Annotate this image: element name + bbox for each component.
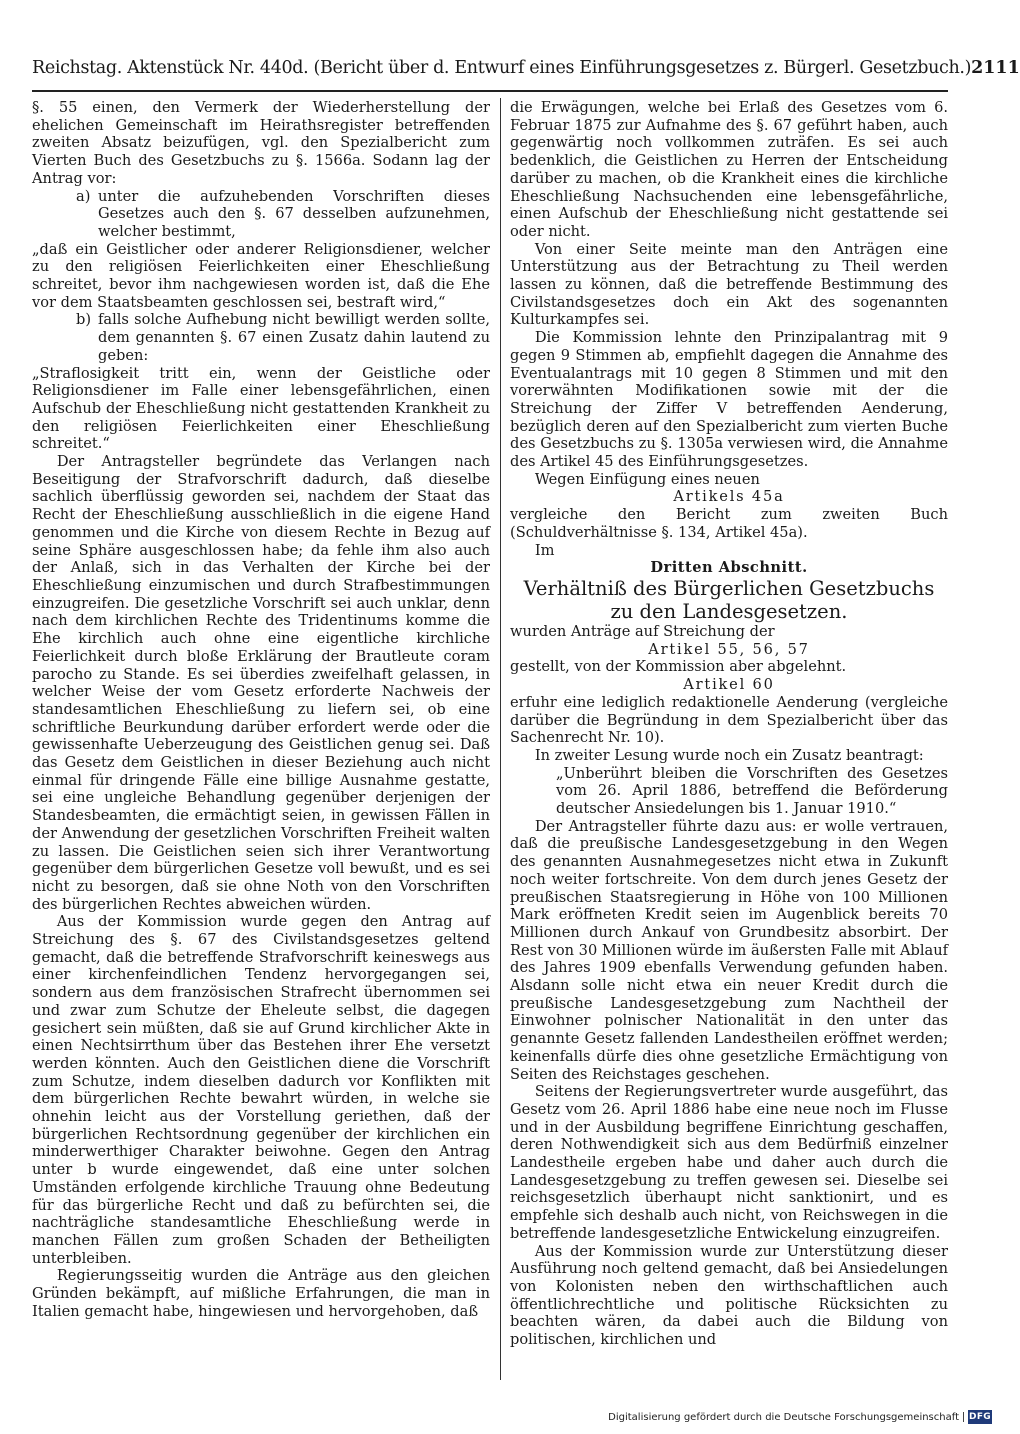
paragraph: §. 55 einen, den Vermerk der Wiederherstellung der ehelichen Gemeinschaft im Heirathsregister betreffenden zweiten Absatz beizufügen, vgl. den Spezialbericht zum Vierten Buch des Gesetzbuchs zu §. 1566a. Sodann lag der Antrag vor:: [32, 99, 490, 187]
paragraph: Wegen Einfügung eines neuen: [534, 470, 760, 488]
list-item-b: [32, 311, 490, 364]
section-subtitle: Verhältniß des Bürgerlichen Gesetzbuchs zu den Landesgesetzen.: [523, 576, 935, 623]
running-title: Reichstag. Aktenstück Nr. 440d. (Bericht über d. Entwurf eines Einführungsgesetzes z. Bürgerl. Gesetzbuch.): [32, 58, 972, 78]
column-divider: [500, 98, 501, 1380]
paragraph: Im: [534, 541, 555, 559]
paragraph: gestellt, von der Kommission aber abgelehnt.: [510, 658, 847, 676]
paragraph: Der Antragsteller begründete das Verlangen nach Beseitigung der Strafvorschrift dadurch, daß dieselbe sachlich überflüssig geworden sei, nachdem der Staat das Recht der Eheschließung ausschließlich in die eigene Hand genommen und die Kirche von diesem Rechte in Bezug auf seine Sphäre ausgeschlossen habe; da fehle ihm also auch der Anlaß, sich in das Verhalten der Kirche bei der Eheschließung einzumischen und durch Strafbestimmungen einzugreifen. Die gesetzliche Vorschrift sei auch unklar, denn nach dem kirchlichen Rechte des Tridentinums komme die Ehe kirchlich auch ohne eine eigentliche kirchliche Feierlichkeit durch bloße Erklärung der Brautleute coram parocho zu Stande. Es sei überdies zweifelhaft gelassen, in welcher Weise der vom Gesetz erforderte Nachweis der standesamtlichen Eheschließung zu liefern sei, ob eine schriftliche Beurkundung darüber erfordert werde oder die gewissenhafte Ueberzeugung des Geistlichen genug sei. Daß das Gesetz dem Geistlichen in dieser Beziehung auch nicht einmal für dringende Fälle eine billige Ausnahme gestatte, sei eine ungleiche Behandlung gegenüber derjenigen der Standesbeamten, die ermächtigt seien, in gewissen Fällen in der Anwendung der gesetzlichen Vorschriften Freiheit walten zu lassen. Die Geistlichen seien sich ihrer Verantwortung gegenüber dem bürgerlichen Gesetze voll bewußt, und es sei nicht zu besorgen, daß sie ohne Noth von den Vorschriften des bürgerlichen Rechtes abweichen würden.: [32, 453, 490, 913]
quote: „Straflosigkeit tritt ein, wenn der Geistliche oder Religionsdiener im Falle einer lebensgefährlichen, einen Aufschub der Eheschließung nicht gestattenden Krankheit zu den religiösen Feierlichkeiten einer Eheschließung schreitet.“: [32, 364, 490, 453]
section-title: Dritten Abschnitt.: [650, 559, 808, 577]
paragraph: wurden Anträge auf Streichung der: [510, 622, 775, 640]
article-heading: Artikel 60: [683, 676, 775, 694]
footer-text: Digitalisierung gefördert durch die Deutsche Forschungsgemeinschaft: [608, 1411, 959, 1423]
article-heading: Artikel 55, 56, 57: [648, 640, 810, 658]
paragraph: Der Antragsteller führte dazu aus: er wolle vertrauen, daß die preußische Landesgesetzgebung in den Wegen des genannten Ausnahmegesetzes nicht etwa in Zukunft noch weiter fortschreite. Von dem durch jenes Gesetz der preußischen Staatsregierung in Höhe von 100 Millionen Mark eröffneten Kredit seien im Augenblick bereits 70 Millionen durch Ankauf von Grundbesitz absorbirt. Der Rest von 30 Millionen würde im äußersten Falle mit Ablauf des Jahres 1909 ebenfalls Verwendung gefunden haben. Alsdann solle nicht etwa ein neuer Kredit durch die preußische Landesgesetzgebung zum Nachtheil der Einwohner polnischer Nationalität in den unter das genannte Gesetz fallenden Landestheilen eröffnet werden; keinenfalls dürfe dies ohne gesetzliche Ermächtigung von Seiten des Reichstages geschehen.: [510, 817, 948, 1083]
page-number: 2111: [971, 58, 1020, 78]
page-header: [32, 58, 1020, 88]
footer: [608, 1408, 992, 1426]
list-label: b): [76, 311, 92, 329]
paragraph: vergleiche den Bericht zum zweiten Buch (Schuldverhältnisse §. 134, Artikel 45a).: [510, 506, 948, 541]
paragraph: Seitens der Regierungsvertreter wurde ausgeführt, das Gesetz vom 26. April 1886 habe eine neue noch im Flusse und in der Ausbildung begriffene Einrichtung geschaffen, deren Nothwendigkeit sich aus dem Bedürfniß einzelner Landestheile ergeben habe und daher auch durch die Landesgesetzgebung zu treffen gewesen sei. Dieselbe sei reichsgesetzlich überhaupt nicht sanktionirt, und es empfehle sich deshalb auch nicht, von Reichswegen in die betreffende landesgesetzliche Entwickelung einzugreifen.: [510, 1083, 948, 1242]
paragraph: Regierungsseitig wurden die Anträge aus den gleichen Gründen bekämpft, auf mißliche Erfahrungen, die man in Italien gemacht habe, hingewiesen und hervorgehoben, daß: [32, 1267, 490, 1320]
paragraph: Aus der Kommission wurde zur Unterstützung dieser Ausführung noch geltend gemacht, daß bei Ansiedelungen von Kolonisten neben den wirthschaftlichen auch öffentlichrechtliche und politische Rücksichten zu beachten wären, da dabei auch die Bildung von politischen, kirchlichen und: [510, 1242, 948, 1349]
paragraph: In zweiter Lesung wurde noch ein Zusatz beantragt:: [534, 746, 924, 764]
right-column: [510, 99, 948, 1389]
quote: „Unberührt bleiben die Vorschriften des Gesetzes vom 26. April 1886, betreffend die Beförderung deutscher Ansiedelungen bis 1. Januar 1910.“: [556, 764, 948, 818]
paragraph: erfuhr eine lediglich redaktionelle Aenderung (vergleiche darüber die Begründung in dem Spezialbericht über das Sachenrecht Nr. 10).: [510, 693, 948, 747]
paragraph: Die Kommission lehnte den Prinzipalantrag mit 9 gegen 9 Stimmen ab, empfiehlt dagegen die Annahme des Eventualantrags mit 10 gegen 8 Stimmen und mit den vorerwähnten Modifikationen sowie mit der die Streichung der Ziffer V betreffenden Aenderung, bezüglich deren auf den Spezialbericht zum vierten Buche des Gesetzbuchs zu §. 1305a verwiesen wird, die Annahme des Artikel 45 des Einführungsgesetzes.: [510, 329, 948, 471]
paragraph: Von einer Seite meinte man den Anträgen eine Unterstützung aus der Betrachtung zu Theil werden lassen zu können, daß die betreffende Bestimmung des Civilstandsgesetzes doch ein Akt des sogenannten Kulturkampfes sei.: [510, 240, 948, 329]
left-column: [32, 99, 490, 1389]
article-heading: Artikels 45a: [673, 488, 785, 506]
list-text: unter die aufzuhebenden Vorschriften dieses Gesetzes auch den §. 67 desselben aufzunehmen, welcher bestimmt,: [98, 187, 490, 240]
list-item-a: [32, 188, 490, 241]
dfg-logo-icon: DFG: [969, 1412, 991, 1422]
paragraph: die Erwägungen, welche bei Erlaß des Gesetzes vom 6. Februar 1875 zur Aufnahme des §. 67 geführt haben, auch gegenwärtig noch vollkommen zuträfen. Es sei auch bedenklich, die Geistlichen zu Herren der Entscheidung darüber zu machen, ob die Krankheit eines die kirchliche Eheschließung Nachsuchenden eine lebensgefährliche, einen Aufschub der Eheschließung nicht gestattende sei oder nicht.: [510, 99, 948, 240]
quote: „daß ein Geistlicher oder anderer Religionsdiener, welcher zu den religiösen Feierlichkeiten einer Eheschließung schreitet, bevor ihm nachgewiesen worden ist, daß die Ehe vor dem Staatsbeamten geschlossen sei, bestraft wird,“: [32, 240, 490, 311]
paragraph: Aus der Kommission wurde gegen den Antrag auf Streichung des §. 67 des Civilstandsgesetzes geltend gemacht, daß die betreffende Strafvorschrift keineswegs aus einer kirchenfeindlichen Tendenz hervorgegangen sei, sondern aus dem französischen Strafrecht übernommen sei und zwar zum Schutze der Eheleute selbst, die dagegen gesichert sein müßten, daß sie auf Grund kirchlicher Akte in einen Nechtsirrthum über das Bestehen ihrer Ehe versetzt werden könnten. Auch den Geistlichen diene die Vorschrift zum Schutze, indem dieselben dadurch vor Konflikten mit dem bürgerlichen Rechte bewahrt würden, in welche sie ohnehin leicht aus der Vorstellung geriethen, daß der bürgerlichen Rechtsordnung gegenüber der kirchlichen ein minderwerthiger Charakter beiwohne. Gegen den Antrag unter b wurde eingewendet, daß eine unter solchen Umständen erfolgende kirchliche Trauung ohne Bedeutung für das bürgerliche Recht und daß zu befürchten sei, die nachträgliche standesamtliche Eheschließung werde in manchen Fällen zum großen Schaden der Betheiligten unterbleiben.: [32, 913, 490, 1267]
header-rule: [32, 90, 948, 92]
footer-separator: [963, 1412, 964, 1422]
list-text: falls solche Aufhebung nicht bewilligt werden sollte, dem genannten §. 67 einen Zusatz dahin lautend zu geben:: [98, 311, 490, 364]
list-label: a): [76, 187, 91, 205]
